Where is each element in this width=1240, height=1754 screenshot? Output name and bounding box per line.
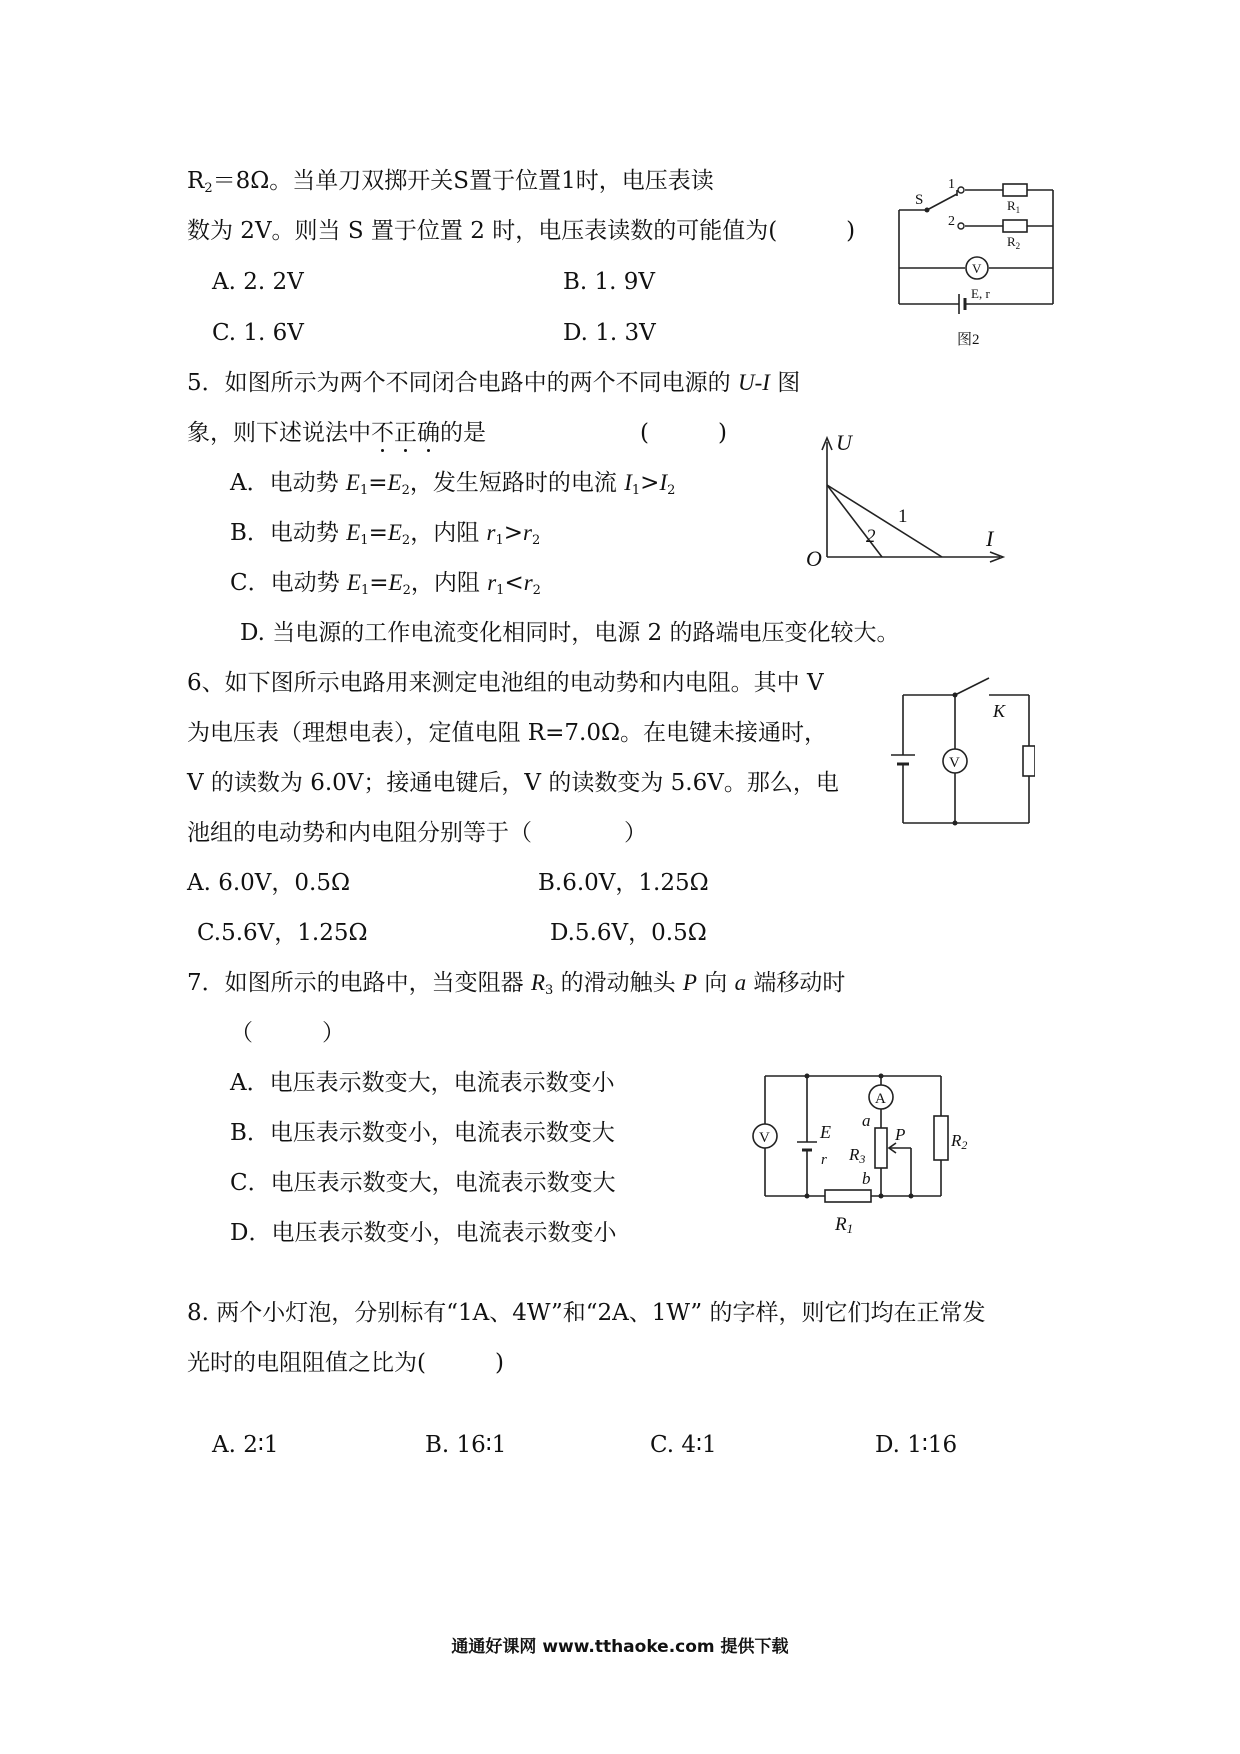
q7-r-label: r (821, 1152, 827, 1168)
figure-ui-graph (800, 430, 1010, 574)
fig2-r1-label: $R_1$ (1007, 198, 1021, 215)
q4-option-a: A. 2. 2V (212, 269, 304, 295)
graph-u-label: U (836, 430, 852, 455)
q6-line-2: 为电压表（理想电表），定值电阻 R=7.0Ω。在电键未接通时， (187, 720, 828, 746)
q7-line-1: 7．如图所示的电路中，当变阻器 $R_3$ 的滑动触头 P 向 a 端移动时 (187, 970, 846, 998)
q6-option-d: D.5.6V，0.5Ω (550, 920, 707, 946)
q8-option-a: A. 2∶1 (212, 1432, 279, 1458)
q7-ammeter-label: A (875, 1091, 886, 1107)
graph-line-2-label: 2 (866, 526, 876, 547)
fig2-voltmeter-label: V (972, 261, 982, 276)
q5-option-a: A．电动势 $E_1=E_2$，发生短路时的电流 $I_1>I_2$ (230, 470, 676, 498)
q6-line-1: 6、如下图所示电路用来测定电池组的电动势和内电阻。其中 V (187, 670, 824, 696)
q6-line-4: 池组的电动势和内电阻分别等于（ ） (187, 820, 647, 846)
q6-line-3: V 的读数为 6.0V；接通电键后，V 的读数变为 5.6V。那么，电 (187, 770, 839, 796)
q5-line-1: 5．如图所示为两个不同闭合电路中的两个不同电源的 U-I 图 (187, 370, 801, 396)
q7-option-a: A．电压表示数变大，电流表示数变小 (230, 1070, 615, 1096)
figure-q7-circuit (735, 1060, 975, 1254)
q4-line-1: $R_2=8\Omega$。当单刀双掷开关S置于位置1时，电压表读 (187, 168, 714, 196)
q7-r3-label: R3 (849, 1145, 866, 1166)
q7-voltmeter-label: V (759, 1130, 770, 1146)
q7-b-label: b (862, 1169, 871, 1188)
q7-option-c: C．电压表示数变大，电流表示数变大 (230, 1170, 616, 1196)
q8-line-1: 8. 两个小灯泡，分别标有“1A、4W”和“2A、1W” 的字样，则它们均在正常发 (187, 1300, 986, 1326)
fig2-pos2-label: 2 (948, 214, 955, 229)
fig2-caption: 图2 (957, 332, 980, 348)
q8-option-b: B. 16∶1 (425, 1432, 507, 1458)
q8-option-c: C. 4∶1 (650, 1432, 717, 1458)
q6-key-label: K (993, 701, 1006, 721)
fig2-battery-label: E, r (971, 286, 990, 301)
figure-q6-circuit (885, 660, 1035, 839)
q7-option-d: D．电压表示数变小，电流表示数变小 (230, 1220, 617, 1246)
page-footer[interactable]: 通通好课网 www.tthaoke.com 提供下载 (451, 1637, 789, 1657)
q7-a-label: a (862, 1111, 871, 1130)
q7-r1-label: R1 (835, 1214, 854, 1236)
fig2-switch-label: S (915, 192, 924, 208)
q7-p-label: P (895, 1125, 906, 1144)
q4-option-d: D. 1. 3V (563, 320, 656, 346)
q4-line-2: 数为 2V。则当 S 置于位置 2 时，电压表读数的可能值为( ) (187, 218, 856, 244)
graph-line-1-label: 1 (898, 506, 908, 527)
q6-option-a: A. 6.0V，0.5Ω (187, 870, 351, 896)
graph-origin-label: O (806, 546, 822, 570)
q5-option-d: D. 当电源的工作电流变化相同时，电源 2 的路端电压变化较大。 (240, 620, 900, 646)
q5-option-c: C．电动势 $E_1=E_2$，内阻 $r_1<r_2$ (230, 570, 541, 598)
q8-option-d: D. 1∶16 (875, 1432, 958, 1458)
q5-answer-paren: ( ) (640, 420, 727, 446)
q6-option-b: B.6.0V，1.25Ω (538, 870, 709, 896)
q6-option-c: C.5.6V，1.25Ω (197, 920, 368, 946)
graph-i-label: I (986, 526, 994, 551)
q4-option-c: C. 1. 6V (212, 320, 304, 346)
figure-2-circuit (885, 172, 1065, 356)
q8-line-2: 光时的电阻阻值之比为( ) (187, 1350, 504, 1376)
q7-r2-label: R2 (951, 1131, 968, 1152)
q5-line-2: 象，则下述说法中不正确的是 (187, 420, 486, 446)
q7-answer-paren: （ ） (230, 1020, 345, 1046)
q4-option-b: B. 1. 9V (563, 269, 656, 295)
q6-voltmeter-label: V (949, 755, 960, 771)
fig2-pos1-label: 1 (948, 177, 955, 192)
q7-option-b: B．电压表示数变小，电流表示数变大 (230, 1120, 615, 1146)
fig2-r2-label: $R_2$ (1007, 234, 1021, 251)
q7-emf-label: E (820, 1122, 831, 1142)
q5-option-b: B．电动势 $E_1=E_2$，内阻 $r_1>r_2$ (230, 520, 541, 548)
